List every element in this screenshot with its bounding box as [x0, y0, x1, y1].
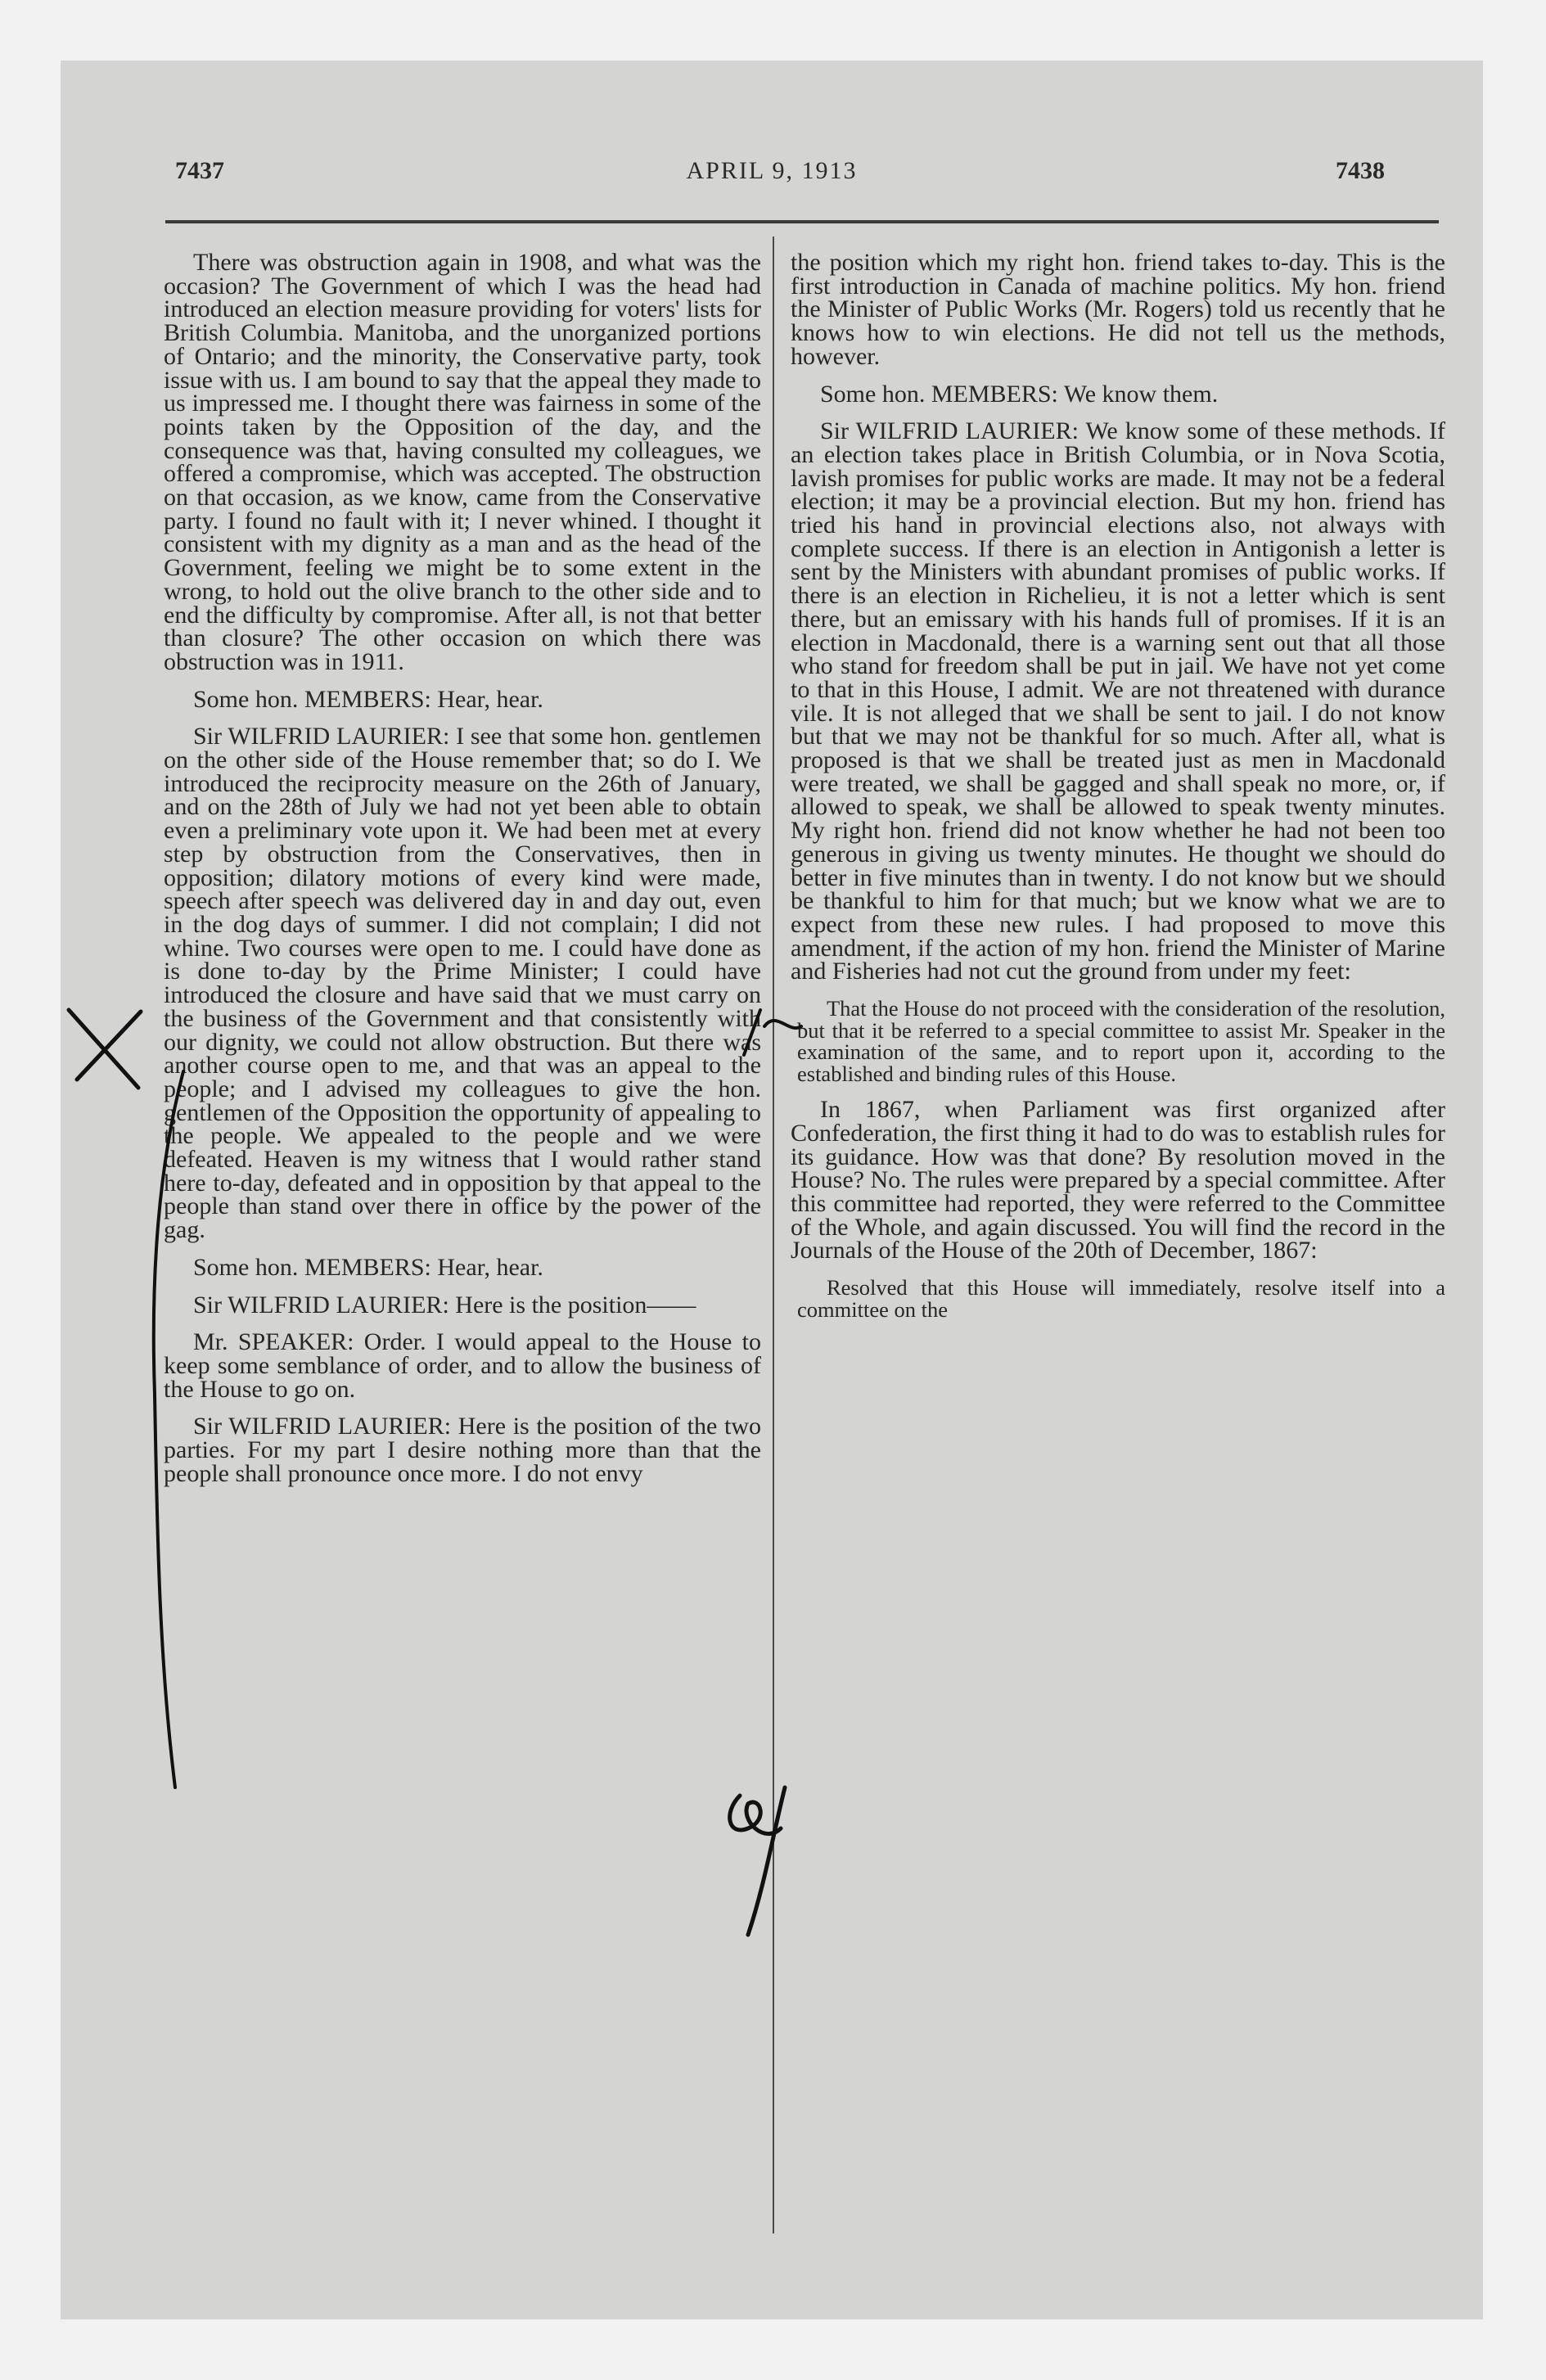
- paragraph: Sir WILFRID LAURIER: We know some of these methods. If an election takes place in British Columbia, or in Nova Scotia, lavish promises for public works are made. It may not be a federal election; it may be a provincial election. But my hon. friend has tried his hand in provincial elections also, not always with complete success. If there is an election in Antigonish a letter is sent by the Ministers with abundant promises of public works. If there is an election in Richelieu, it is not a letter which is sent there, but an emissary with his hands full of promises. If it is an election in Macdonald, there is a warning sent out that all those who stand for freedom shall be put in jail. We have not yet come to that in this House, I admit. We are not threatened with durance vile. It is not alleged that we shall be sent to jail. I do not know but that we may not be thankful for so much. After all, what is proposed is that we shall be treated just as men in Macdonald were treated, we shall be gagged and shall speak no more, or, if allowed to speak, we shall be allowed to speak twenty minutes. My right hon. friend did not know whether he had not been too generous in giving us twenty minutes. He thought we should do better in five minutes than in twenty. I do not know but we should be thankful to him for that much; but we know what we are to expect from these new rules. I had proposed to move this amendment, if the action of my hon. friend the Minister of Marine and Fisheries had not cut the ground from under my feet:: [791, 417, 1445, 985]
- right-column: [791, 251, 1445, 1320]
- page-number-left: 7437: [175, 157, 224, 184]
- paragraph: the position which my right hon. friend takes to-day. This is the first introduction in Canada of machine politics. My hon. friend the Minister of Public Works (Mr. Rogers) told us recently that he knows how to win elections. He did not tell us the methods, however.: [791, 249, 1445, 370]
- quoted-resolution: Resolved that this House will immediately, resolve itself into a committee on the: [797, 1275, 1445, 1322]
- paragraph: Sir WILFRID LAURIER: I see that some hon. gentlemen on the other side of the House remember that; so do I. We introduced the reciprocity measure on the 26th of January, and on the 28th of July we had not yet been able to obtain even a preliminary vote upon it. We had been met at every step by obstruction from the Conservatives, then in opposition; dilatory motions of every kind were made, speech after speech was delivered day in and day out, even in the dog days of summer. I did not complain; I did not whine. Two courses were open to me. I could have done as is done to-day by the Prime Minister; I could have introduced the closure and have said that we must carry on the business of the Government and that consistently with our dignity, we could not allow obstruction. But there was another course open to me, and that was an appeal to the people; and I advised my colleagues to give the hon. gentlemen of the Opposition the opportunity of appealing to the people. We appealed to the people and we were defeated. Heaven is my witness that I would rather stand here to-day, defeated and in opposition by that appeal to the people than stand over there in office by the power of the gag.: [164, 723, 761, 1244]
- paragraph: Some hon. MEMBERS: Hear, hear.: [193, 1253, 543, 1281]
- left-column: [164, 251, 761, 1485]
- running-head: [61, 157, 1483, 190]
- handwritten-signature-mark: [715, 1779, 805, 1943]
- scanned-page: [61, 61, 1483, 2319]
- quoted-resolution: That the House do not proceed with the consideration of the resolution, but that it be referred to a special committee to assist Mr. Speaker in the examination of the same, and to report upon it, according to the established and binding rules of this House.: [797, 996, 1445, 1086]
- header-rule: [165, 220, 1439, 223]
- paragraph: In 1867, when Parliament was first organized after Confederation, the first thing it had to do was to establish rules for its guidance. How was that done? By resolution moved in the House? No. The rules were prepared by a special committee. After this committee had reported, they were referred to the Committee of the Whole, and again discussed. You will find the record in the Journals of the House of the 20th of December, 1867:: [791, 1096, 1445, 1264]
- paragraph: Some hon. MEMBERS: We know them.: [820, 380, 1219, 408]
- paragraph: Sir WILFRID LAURIER: Here is the position of the two parties. For my part I desire nothing more than that the people shall pronounce once more. I do not envy: [164, 1413, 761, 1487]
- paragraph: Sir WILFRID LAURIER: Here is the position——: [193, 1291, 696, 1318]
- handwritten-x-mark: [61, 1002, 159, 1100]
- column-divider: [773, 237, 774, 2234]
- page-number-right: 7438: [1336, 157, 1385, 184]
- page-date: APRIL 9, 1913: [686, 157, 858, 184]
- paragraph: There was obstruction again in 1908, and what was the occasion? The Government of which I was the head had introduced an election measure providing for voters' lists for British Columbia. Manitoba, and the unorganized portions of Ontario; and the minority, the Conservative party, took issue with us. I am bound to say that the appeal they made to us impressed me. I thought there was fairness in some of the points taken by the Opposition of the day, and the consequence was that, having consulted my colleagues, we offered a compromise, which was accepted. The obstruction on that occasion, as we know, came from the Conservative party. I found no fault with it; I never whined. I thought it consistent with my dignity as a man and as the head of the Government, feeling we might be to some extent in the wrong, to hold out the olive branch to the other side and to end the difficulty by compromise. After all, is not that better than closure? The other occasion on which there was obstruction was in 1911.: [164, 249, 761, 675]
- paragraph: Mr. SPEAKER: Order. I would appeal to the House to keep some semblance of order, and to allow the business of the House to go on.: [164, 1328, 761, 1403]
- paragraph: Some hon. MEMBERS: Hear, hear.: [193, 685, 543, 713]
